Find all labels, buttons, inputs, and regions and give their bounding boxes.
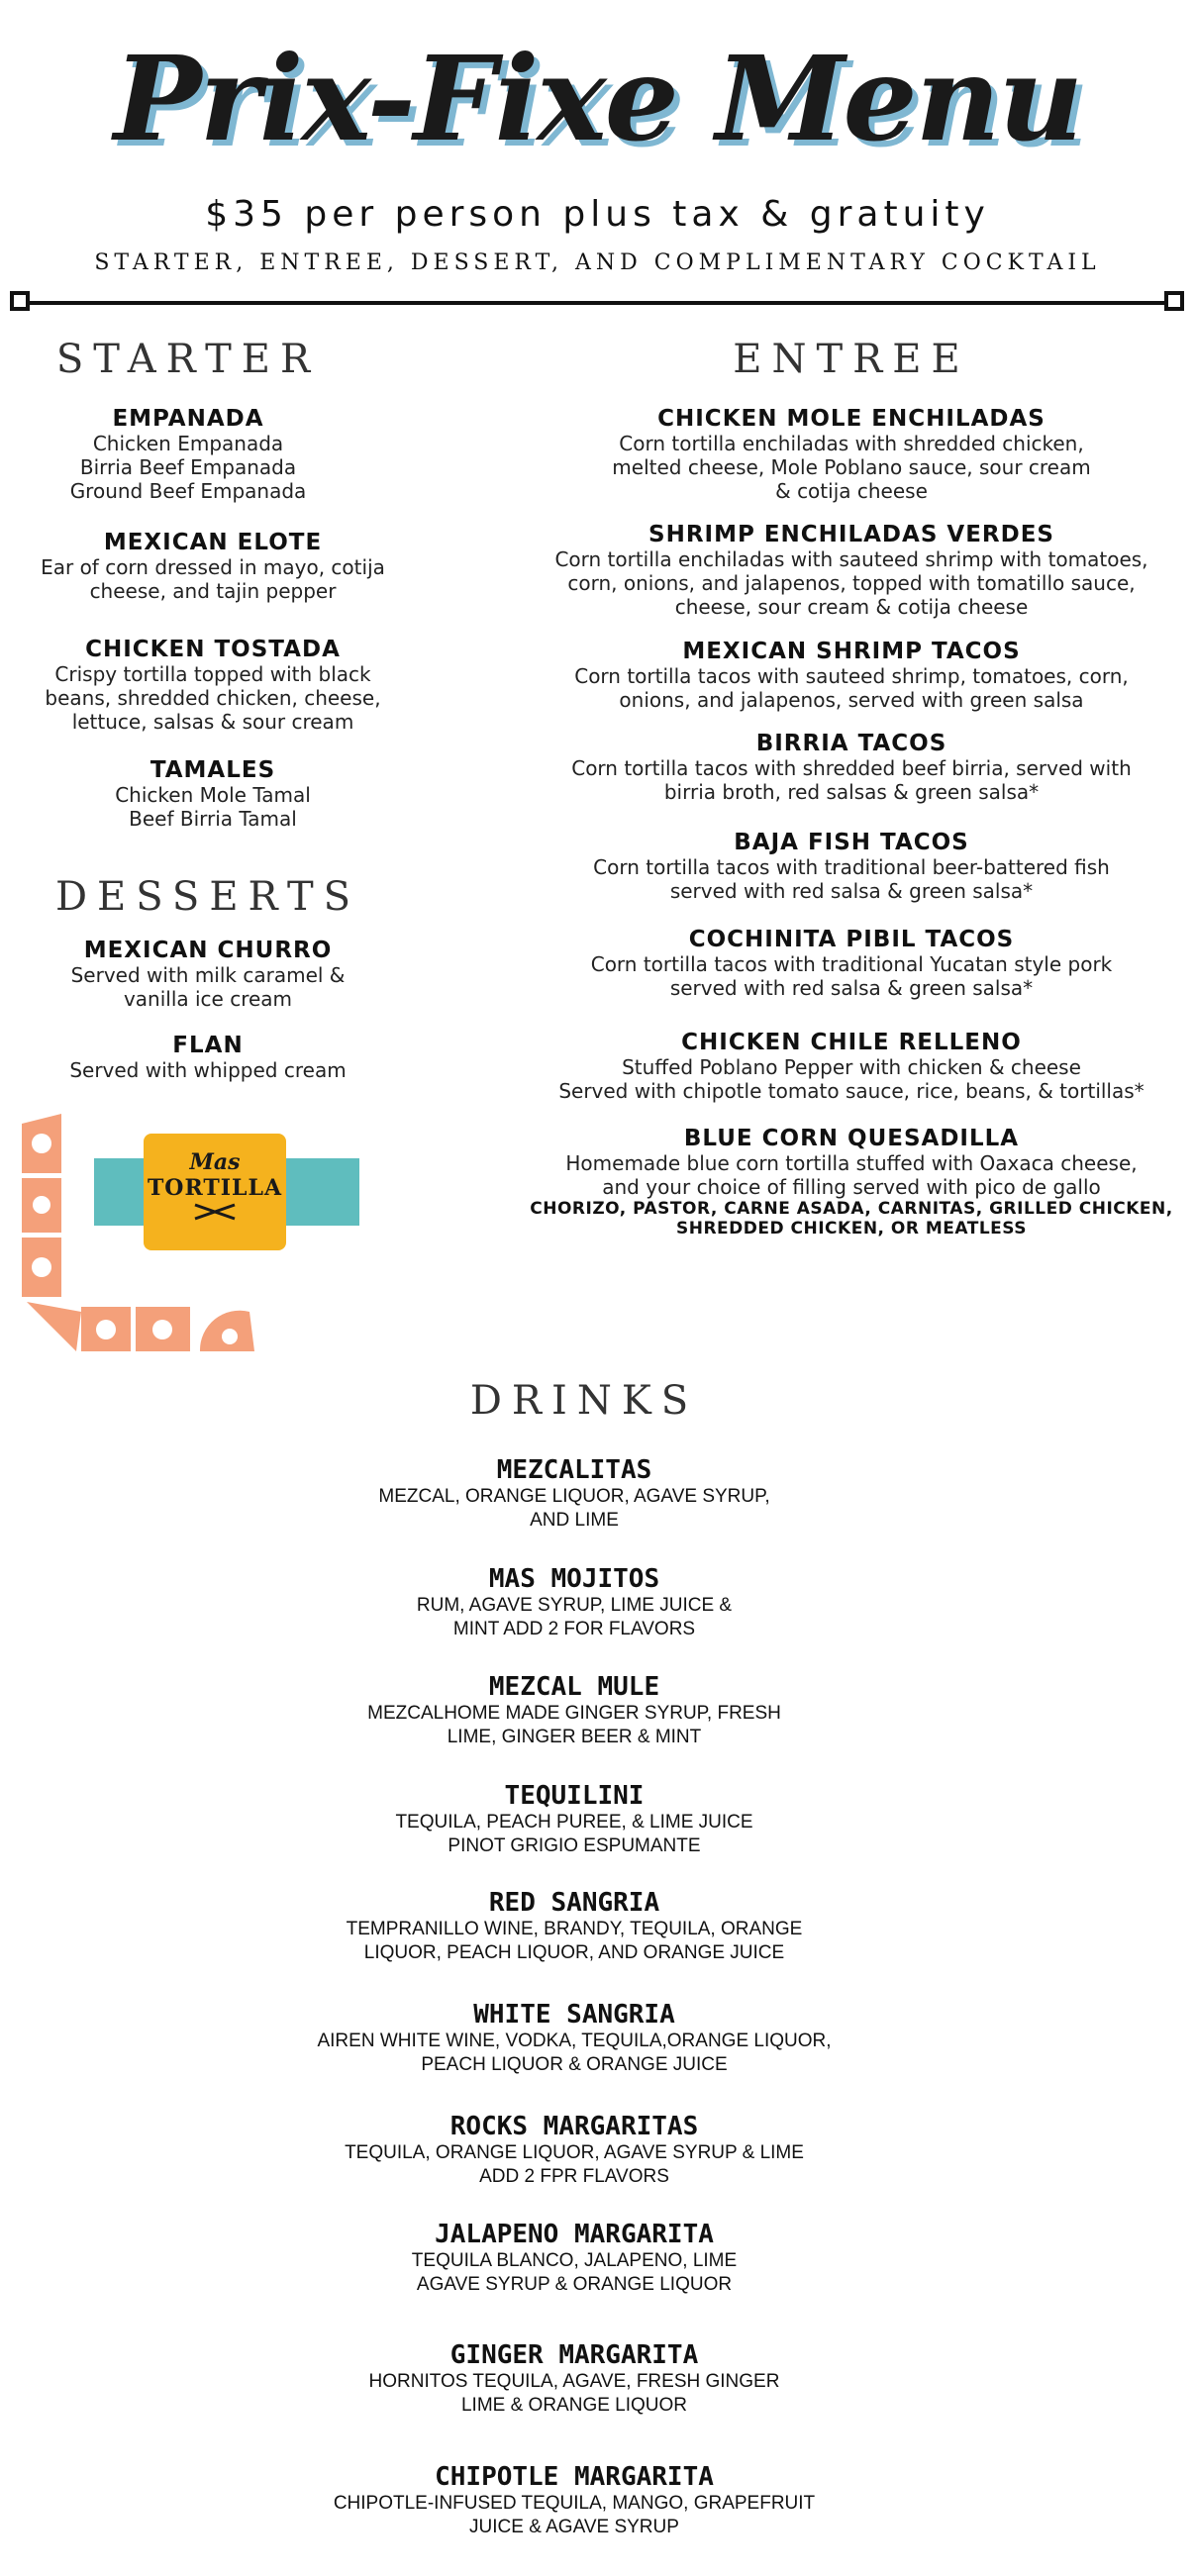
entree-item <box>535 731 1168 804</box>
logo-text-mas: Mas <box>189 1149 241 1175</box>
entree-item <box>535 927 1168 1000</box>
drink-item <box>248 2000 901 2077</box>
drink-title: MEZCAL MULE <box>488 1672 660 1702</box>
drink-description: MEZCAL, ORANGE LIQUOR, AGAVE SYRUP, AND LIME <box>378 1486 770 1531</box>
entree-item <box>535 639 1168 712</box>
drink-item <box>248 1672 901 1749</box>
item-description: Homemade blue corn tortilla stuffed with Oaxaca cheese, and your choice of filling served with pico de gallo <box>565 1151 1138 1199</box>
divider-cap-left <box>10 291 30 311</box>
drink-description: TEMPRANILLO WINE, BRANDY, TEQUILA, ORANGE LIQUOR, PEACH LIQUOR, AND ORANGE JUICE <box>346 1919 803 1963</box>
item-title: MEXICAN SHRIMP TACOS <box>682 639 1021 664</box>
item-description: Chicken Empanada Birria Beef Empanada Ground Beef Empanada <box>69 432 307 503</box>
item-title: BAJA FISH TACOS <box>734 830 969 855</box>
header-divider <box>20 301 1175 305</box>
drink-title: JALAPENO MARGARITA <box>435 2220 714 2249</box>
entree-item <box>525 1126 1178 1238</box>
drink-description: TEQUILA, ORANGE LIQUOR, AGAVE SYRUP & LIME ADD 2 FPR FLAVORS <box>345 2142 804 2187</box>
brand-logo <box>144 1134 286 1250</box>
item-title: BLUE CORN QUESADILLA <box>683 1126 1020 1151</box>
starter-item <box>30 530 396 603</box>
logo-text-tortilla: TORTILLA <box>147 1175 283 1201</box>
item-description: Served with whipped cream <box>69 1058 347 1082</box>
drink-description: TEQUILA BLANCO, JALAPENO, LIME AGAVE SYRUP & ORANGE LIQUOR <box>411 2250 738 2295</box>
item-description: Corn tortilla enchiladas with sauteed shrimp with tomatoes, corn, onions, and jalapenos, topped with tomatillo sauce, cheese, sour cream & cotija cheese <box>554 547 1148 619</box>
divider-cap-right <box>1164 291 1184 311</box>
drink-title: ROCKS MARGARITAS <box>449 2112 699 2141</box>
drink-title: MEZCALITAS <box>496 1455 652 1485</box>
desserts-heading: DESSERTS <box>54 874 361 920</box>
entree-item <box>525 1030 1178 1103</box>
item-description: Corn tortilla tacos with traditional Yucatan style pork served with red salsa & green salsa* <box>590 952 1113 1000</box>
drink-item <box>248 1455 901 1533</box>
drink-description: MEZCALHOME MADE GINGER SYRUP, FRESH LIME, GINGER BEER & MINT <box>367 1703 781 1747</box>
drink-item <box>248 1781 901 1858</box>
price-line: $35 per person plus tax & gratuity <box>205 194 990 235</box>
entree-item <box>535 406 1168 503</box>
item-description: Ear of corn dressed in mayo, cotija cheese, and tajin pepper <box>41 555 385 603</box>
drink-title: MAS MOJITOS <box>488 1564 660 1594</box>
item-title: SHRIMP ENCHILADAS VERDES <box>648 522 1054 547</box>
starter-heading: STARTER <box>55 337 321 382</box>
drink-description: AIREN WHITE WINE, VODKA, TEQUILA,ORANGE LIQUOR, PEACH LIQUOR & ORANGE JUICE <box>317 2031 832 2075</box>
drink-title: TEQUILINI <box>504 1781 645 1811</box>
crossed-utensils-icon <box>185 1201 245 1223</box>
menu-tagline: STARTER, ENTREE, DESSERT, AND COMPLIMENTARY COCKTAIL <box>94 250 1101 275</box>
drinks-heading: DRINKS <box>469 1378 699 1424</box>
item-title: CHICKEN TOSTADA <box>85 637 341 662</box>
drink-item <box>248 2112 901 2189</box>
starter-item <box>30 637 396 734</box>
drink-item <box>248 2462 901 2539</box>
drink-description: RUM, AGAVE SYRUP, LIME JUICE & MINT ADD 2 FOR FLAVORS <box>416 1595 733 1639</box>
drink-description: HORNITOS TEQUILA, AGAVE, FRESH GINGER LIME & ORANGE LIQUOR <box>368 2371 780 2416</box>
item-title: MEXICAN ELOTE <box>103 530 323 555</box>
item-description: Crispy tortilla topped with black beans, shredded chicken, cheese, lettuce, salsas & sour cream <box>45 662 381 734</box>
item-description: Chicken Mole Tamal Beef Birria Tamal <box>115 783 311 831</box>
drink-item <box>248 2340 901 2418</box>
entree-heading: ENTREE <box>733 337 970 382</box>
item-title: TAMALES <box>149 757 276 783</box>
drink-title: GINGER MARGARITA <box>449 2340 699 2370</box>
drink-title: WHITE SANGRIA <box>473 2000 675 2030</box>
item-title: MEXICAN CHURRO <box>83 938 333 963</box>
item-title: EMPANADA <box>112 406 264 432</box>
item-description: Stuffed Poblano Pepper with chicken & cheese Served with chipotle tomato sauce, rice, beans, & tortillas* <box>558 1055 1145 1103</box>
dessert-item <box>30 1033 386 1082</box>
item-title: BIRRIA TACOS <box>755 731 947 756</box>
item-title: FLAN <box>172 1033 244 1058</box>
drink-item <box>248 1888 901 1965</box>
drink-title: CHIPOTLE MARGARITA <box>435 2462 714 2492</box>
entree-item <box>535 830 1168 903</box>
drink-description: CHIPOTLE-INFUSED TEQUILA, MANGO, GRAPEFRUIT JUICE & AGAVE SYRUP <box>333 2493 816 2537</box>
drink-description: TEQUILA, PEACH PUREE, & LIME JUICE PINOT GRIGIO ESPUMANTE <box>395 1812 753 1856</box>
starter-item <box>30 406 347 503</box>
item-description: Served with milk caramel & vanilla ice cream <box>70 963 346 1011</box>
item-title: CHICKEN CHILE RELLENO <box>681 1030 1022 1055</box>
dessert-item <box>30 938 386 1011</box>
drink-item <box>248 2220 901 2297</box>
item-description: Corn tortilla tacos with sauteed shrimp, tomatoes, corn, onions, and jalapenos, served with green salsa <box>574 664 1129 712</box>
item-title: CHICKEN MOLE ENCHILADAS <box>657 406 1046 432</box>
entree-item <box>525 522 1178 619</box>
item-description: Corn tortilla tacos with shredded beef birria, served with birria broth, red salsas & green salsa* <box>571 756 1132 804</box>
starter-item <box>30 757 396 831</box>
menu-title: Prix-Fixe Menu <box>113 30 1082 167</box>
item-description: Corn tortilla enchiladas with shredded chicken, melted cheese, Mole Poblano sauce, sour cream & cotija cheese <box>612 432 1091 503</box>
item-description: Corn tortilla tacos with traditional beer-battered fish served with red salsa & green salsa* <box>593 855 1110 903</box>
filling-options: CHORIZO, PASTOR, CARNE ASADA, CARNITAS, GRILLED CHICKEN, SHREDDED CHICKEN, OR MEATLESS <box>530 1199 1173 1238</box>
drink-title: RED SANGRIA <box>488 1888 660 1918</box>
drink-item <box>248 1564 901 1641</box>
item-title: COCHINITA PIBIL TACOS <box>688 927 1015 952</box>
